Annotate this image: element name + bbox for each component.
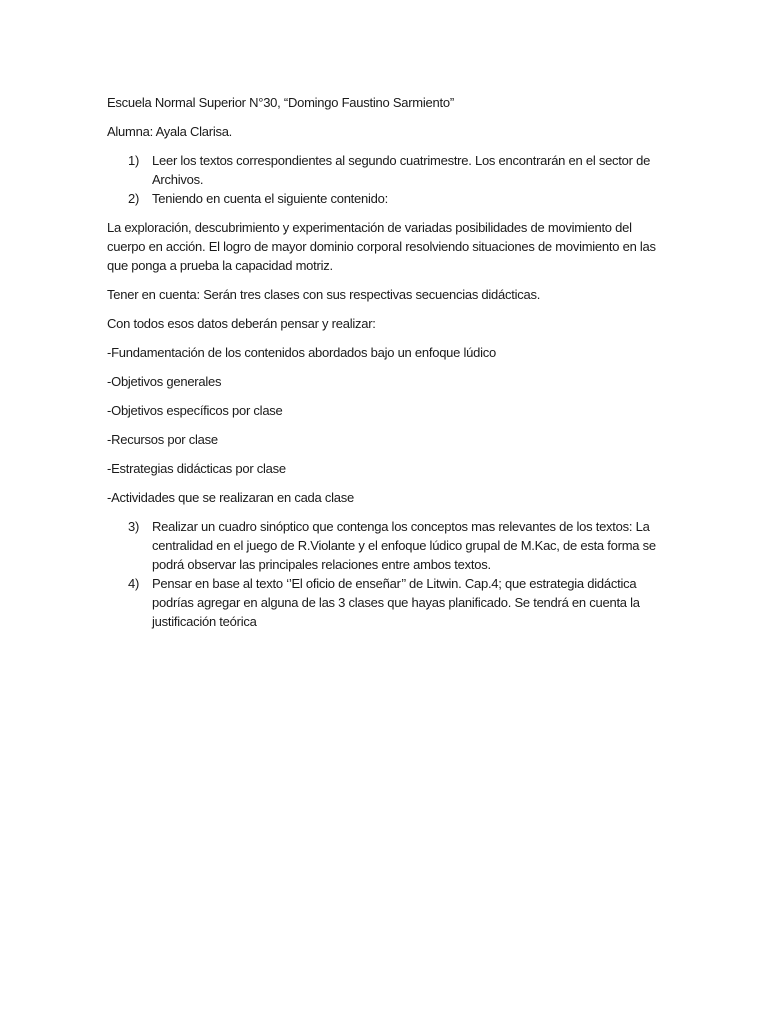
list-item-number: 3) (128, 519, 140, 534)
list-item (107, 517, 667, 574)
numbered-list-first (107, 151, 667, 208)
list-item-text: Realizar un cuadro sinóptico que contenga los conceptos mas relevantes de los textos: La centralidad en el juego de R.Violante y el enfoque lúdico grupal de M.Kac, de esta forma se podrá observar las principales relaciones entre ambos textos. (152, 519, 656, 572)
content-paragraph: La exploración, descubrimiento y experimentación de variadas posibilidades de movimiento del cuerpo en acción. El logro de mayor dominio corporal resolviendo situaciones de movimiento en las que ponga a prueba la capacidad motriz. (107, 220, 656, 273)
list-item-text: Pensar en base al texto ‘’El oficio de enseñar’’ de Litwin. Cap.4; que estrategia didáctica podrías agregar en alguna de las 3 clases que hayas planificado. Se tendrá en cuenta la justificación teórica (152, 576, 640, 629)
list-item (107, 574, 667, 631)
school-header: Escuela Normal Superior N°30, “Domingo Faustino Sarmiento” (107, 95, 454, 110)
dash-item-objetivos-especificos: -Objetivos específicos por clase (107, 403, 283, 418)
dash-item-objetivos-generales: -Objetivos generales (107, 374, 222, 389)
list-item-number: 4) (128, 576, 140, 591)
list-item-number: 1) (128, 153, 140, 168)
student-name: Alumna: Ayala Clarisa. (107, 124, 233, 139)
dash-item-actividades: -Actividades que se realizaran en cada clase (107, 490, 354, 505)
document-page (107, 93, 667, 641)
numbered-list-second (107, 517, 667, 631)
list-item-text: Teniendo en cuenta el siguiente contenido: (152, 191, 388, 206)
dash-item-estrategias: -Estrategias didácticas por clase (107, 461, 286, 476)
dash-item-recursos: -Recursos por clase (107, 432, 218, 447)
instruction-paragraph: Con todos esos datos deberán pensar y realizar: (107, 316, 376, 331)
dash-item-fundamentacion: -Fundamentación de los contenidos abordados bajo un enfoque lúdico (107, 345, 496, 360)
list-item-text: Leer los textos correspondientes al segundo cuatrimestre. Los encontrarán en el sector de Archivos. (152, 153, 651, 187)
list-item (107, 151, 667, 189)
list-item-number: 2) (128, 191, 140, 206)
note-paragraph: Tener en cuenta: Serán tres clases con sus respectivas secuencias didácticas. (107, 287, 541, 302)
list-item (107, 189, 667, 208)
